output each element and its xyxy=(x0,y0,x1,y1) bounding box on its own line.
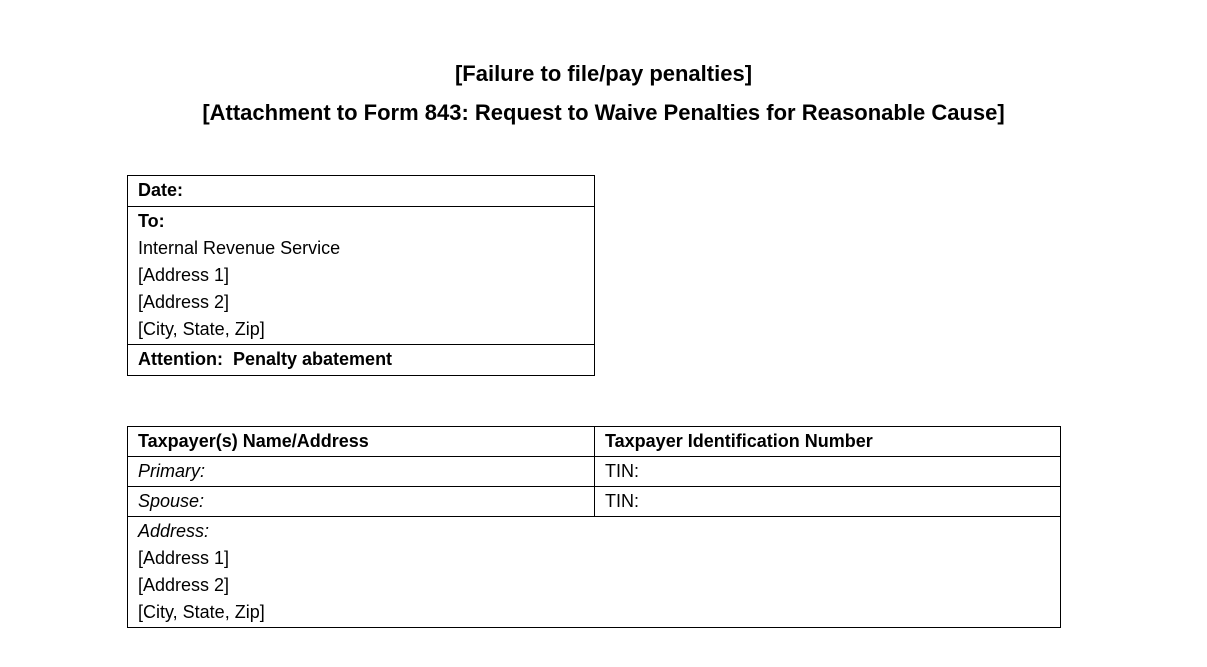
taxpayer-tin-header: Taxpayer Identification Number xyxy=(595,427,1061,457)
document-title: [Failure to file/pay penalties] xyxy=(454,61,753,86)
spouse-label: Spouse: xyxy=(128,487,595,517)
taxpayer-header-row xyxy=(128,427,1061,457)
primary-label: Primary: xyxy=(128,457,595,487)
address-line-2: [Address 2] xyxy=(138,575,230,595)
date-row xyxy=(128,176,595,207)
primary-tin-label: TIN: xyxy=(595,457,1061,487)
to-line-city-state-zip: [City, State, Zip] xyxy=(138,319,265,339)
attention-value: Penalty abatement xyxy=(233,349,393,369)
recipient-table xyxy=(127,175,595,376)
spouse-tin-label: TIN: xyxy=(595,487,1061,517)
to-line-address-2: [Address 2] xyxy=(138,292,230,312)
address-row xyxy=(128,517,1061,628)
to-line-address-1: [Address 1] xyxy=(138,265,230,285)
to-line-agency: Internal Revenue Service xyxy=(138,238,341,258)
attention-label: Attention: xyxy=(138,349,223,369)
taxpayer-table xyxy=(127,426,1061,628)
primary-row xyxy=(128,457,1061,487)
document-subtitle: [Attachment to Form 843: Request to Waive Penalties for Reasonable Cause] xyxy=(202,100,1005,125)
taxpayer-name-header: Taxpayer(s) Name/Address xyxy=(128,427,595,457)
to-cell xyxy=(128,207,595,345)
spouse-row xyxy=(128,487,1061,517)
address-line-1: [Address 1] xyxy=(138,548,230,568)
to-row xyxy=(128,207,595,345)
date-label: Date: xyxy=(128,176,595,207)
address-label: Address: xyxy=(138,521,210,541)
to-label: To: xyxy=(138,211,165,231)
address-cell xyxy=(128,517,1061,628)
attention-cell xyxy=(128,345,595,376)
address-line-city-state-zip: [City, State, Zip] xyxy=(138,602,265,622)
attention-row xyxy=(128,345,595,376)
